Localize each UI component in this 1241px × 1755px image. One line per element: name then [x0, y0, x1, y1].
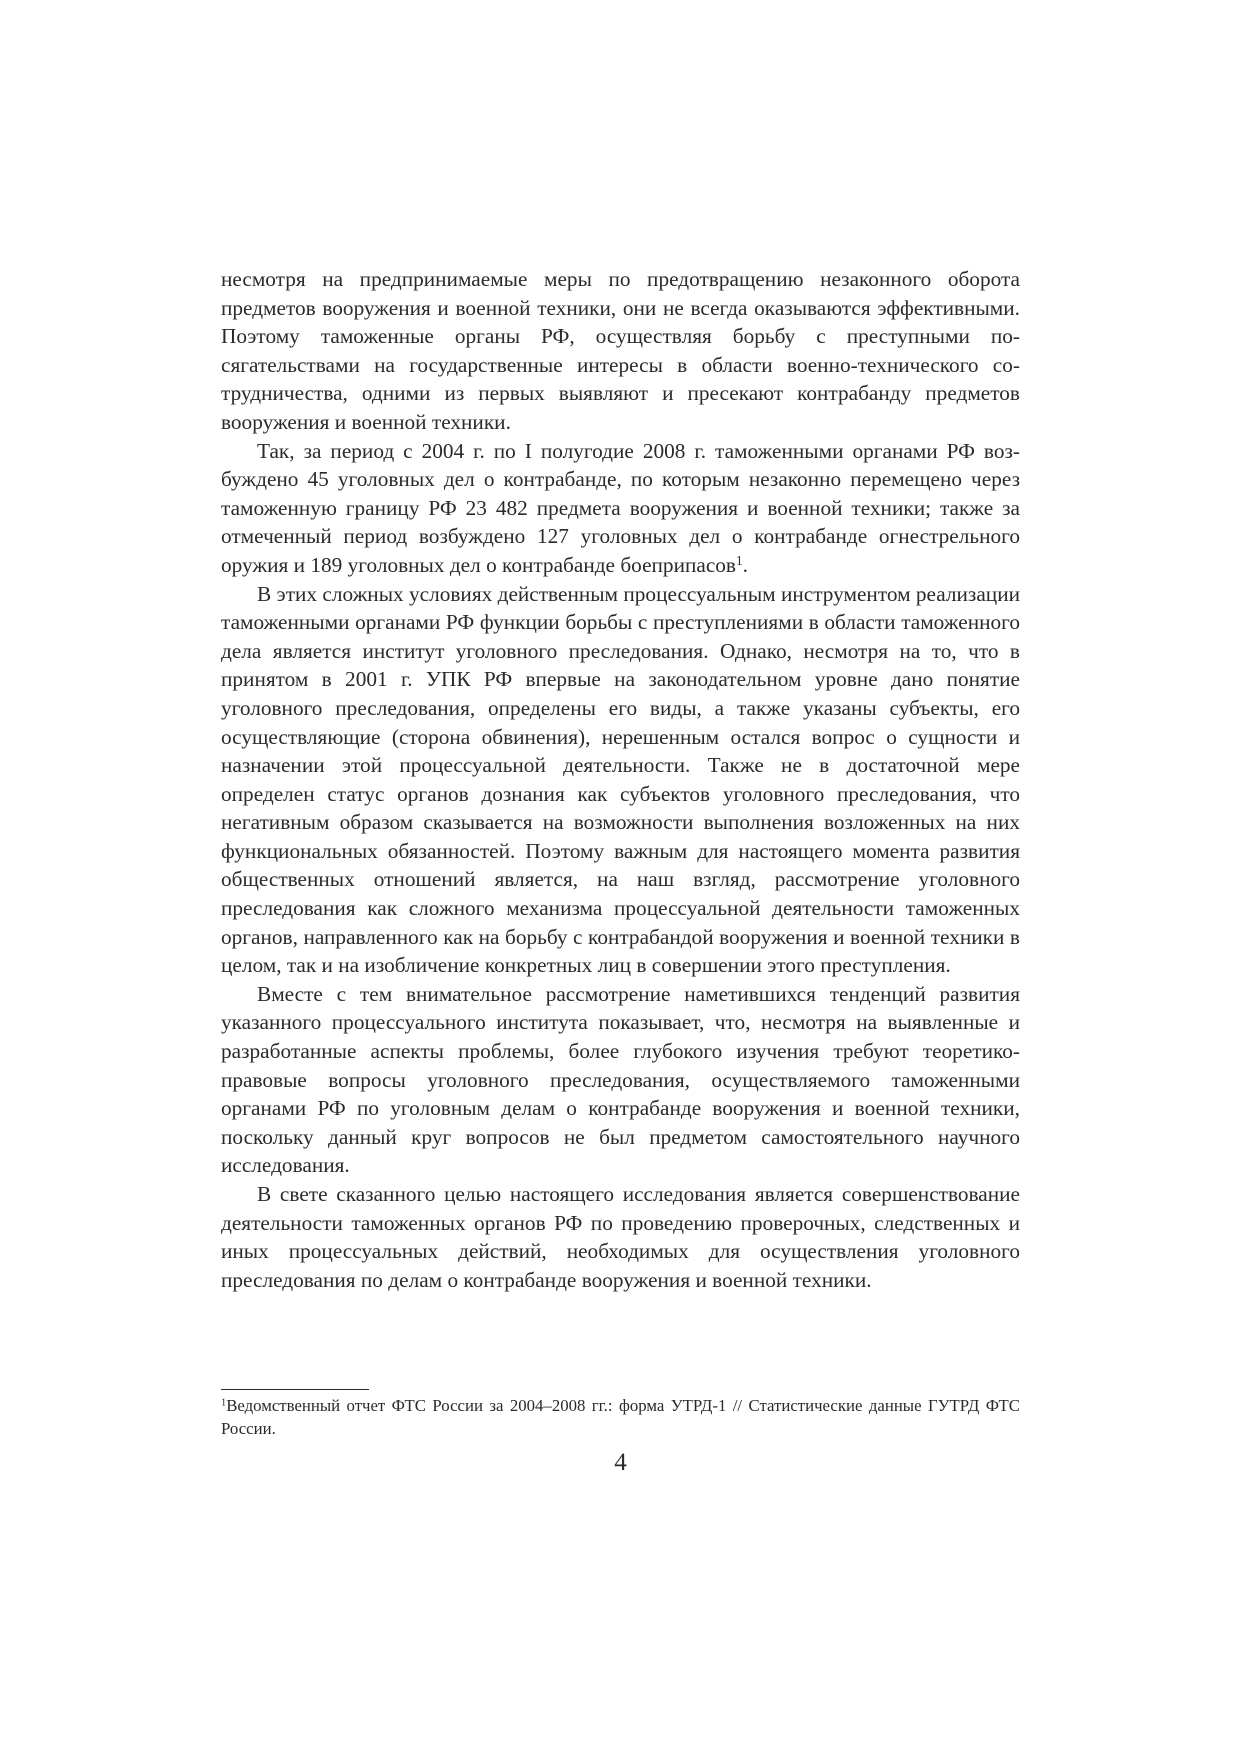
footnote-text: Ведомственный отчет ФТС России за 2004–2008 гг.: форма УТРД-1 // Статистические данные ГУТРД ФТС России. — [221, 1396, 1020, 1438]
footnote-reference: 1 — [735, 552, 743, 568]
paragraph-text: Так, за период с 2004 г. по I полугодие 2008 г. таможенными органами РФ возбуждено 45 уголовных дел о контрабанде, по которым незаконно перемещено через таможенную границу РФ 23 482 предмета вооружения и военной техники; также за отмеченный период возбуждено 127 уголовных дел о контрабанде огнестрельного оружия и 189 уголовных дел о контрабанде боеприпасов — [221, 438, 1020, 577]
paragraph — [221, 580, 1020, 980]
paragraph — [221, 265, 1020, 437]
footnote-divider — [221, 1389, 369, 1390]
paragraph — [221, 437, 1020, 580]
paragraph — [221, 980, 1020, 1180]
page-number: 4 — [614, 1449, 627, 1476]
paragraph-text: В этих сложных условиях действенным процессуальным инструментом реализации таможенными органами РФ функции борьбы с преступлениями в области таможенного дела является институт уголовного преследования. Однако, несмотря на то, что в принятом в 2001 г. УПК РФ впервые на законодательном уровне дано понятие уголовного преследования, определены его виды, а также указаны субъекты, его осуществляющие (сторона обвинения), нерешенным остался вопрос о сущности и назначении этой процессуальной деятельности. Также не в достаточной мере определен статус органов дознания как субъектов уголовного преследования, что негативным образом сказывается на возможности выполнения возложенных на них функциональных обязанностей. Поэтому важным для настоящего момента развития общественных отношений является, на наш взгляд, рассмотрение уголовного преследования как сложного механизма процессуальной деятельности таможенных органов, направленного как на борьбу с контрабандой вооружения и военной техники в целом, так и на изобличение конкретных лиц в совершении этого преступления. — [221, 581, 1020, 978]
paragraph — [221, 1180, 1020, 1294]
body-text — [221, 265, 1020, 1294]
paragraph-end-punctuation: . — [742, 552, 748, 577]
paragraph-text: несмотря на предпринимаемые меры по предотвращению незаконного оборота предметов вооружения и военной техники, они не всегда оказываются эффективными. Поэтому таможенные органы РФ, осуществляя борьбу с преступными посягательствами на государственные интересы в области военно-технического сотрудничества, одними из первых выявляют и пресекают контрабанду предметов вооружения и военной техники. — [221, 267, 1020, 434]
footnote — [221, 1394, 1020, 1440]
footnote-marker: 1 — [221, 1397, 227, 1409]
paragraph-text: В свете сказанного целью настоящего исследования является совершенствование деятельности таможенных органов РФ по проведению проверочных, следственных и иных процессуальных действий, необходимых для осуществления уголовного преследования по делам о контрабанде вооружения и военной техники. — [221, 1182, 1020, 1292]
paragraph-text: Вместе с тем внимательное рассмотрение наметившихся тенденций развития указанного процессуального института показывает, что, несмотря на выявленные и разработанные аспекты проблемы, более глубокого изучения требуют теоретико-правовые вопросы уголовного преследования, осуществляемого таможенными органами РФ по уголовным делам о контрабанде вооружения и военной техники, поскольку данный круг вопросов не был предметом самостоятельного научного исследования. — [221, 981, 1020, 1178]
